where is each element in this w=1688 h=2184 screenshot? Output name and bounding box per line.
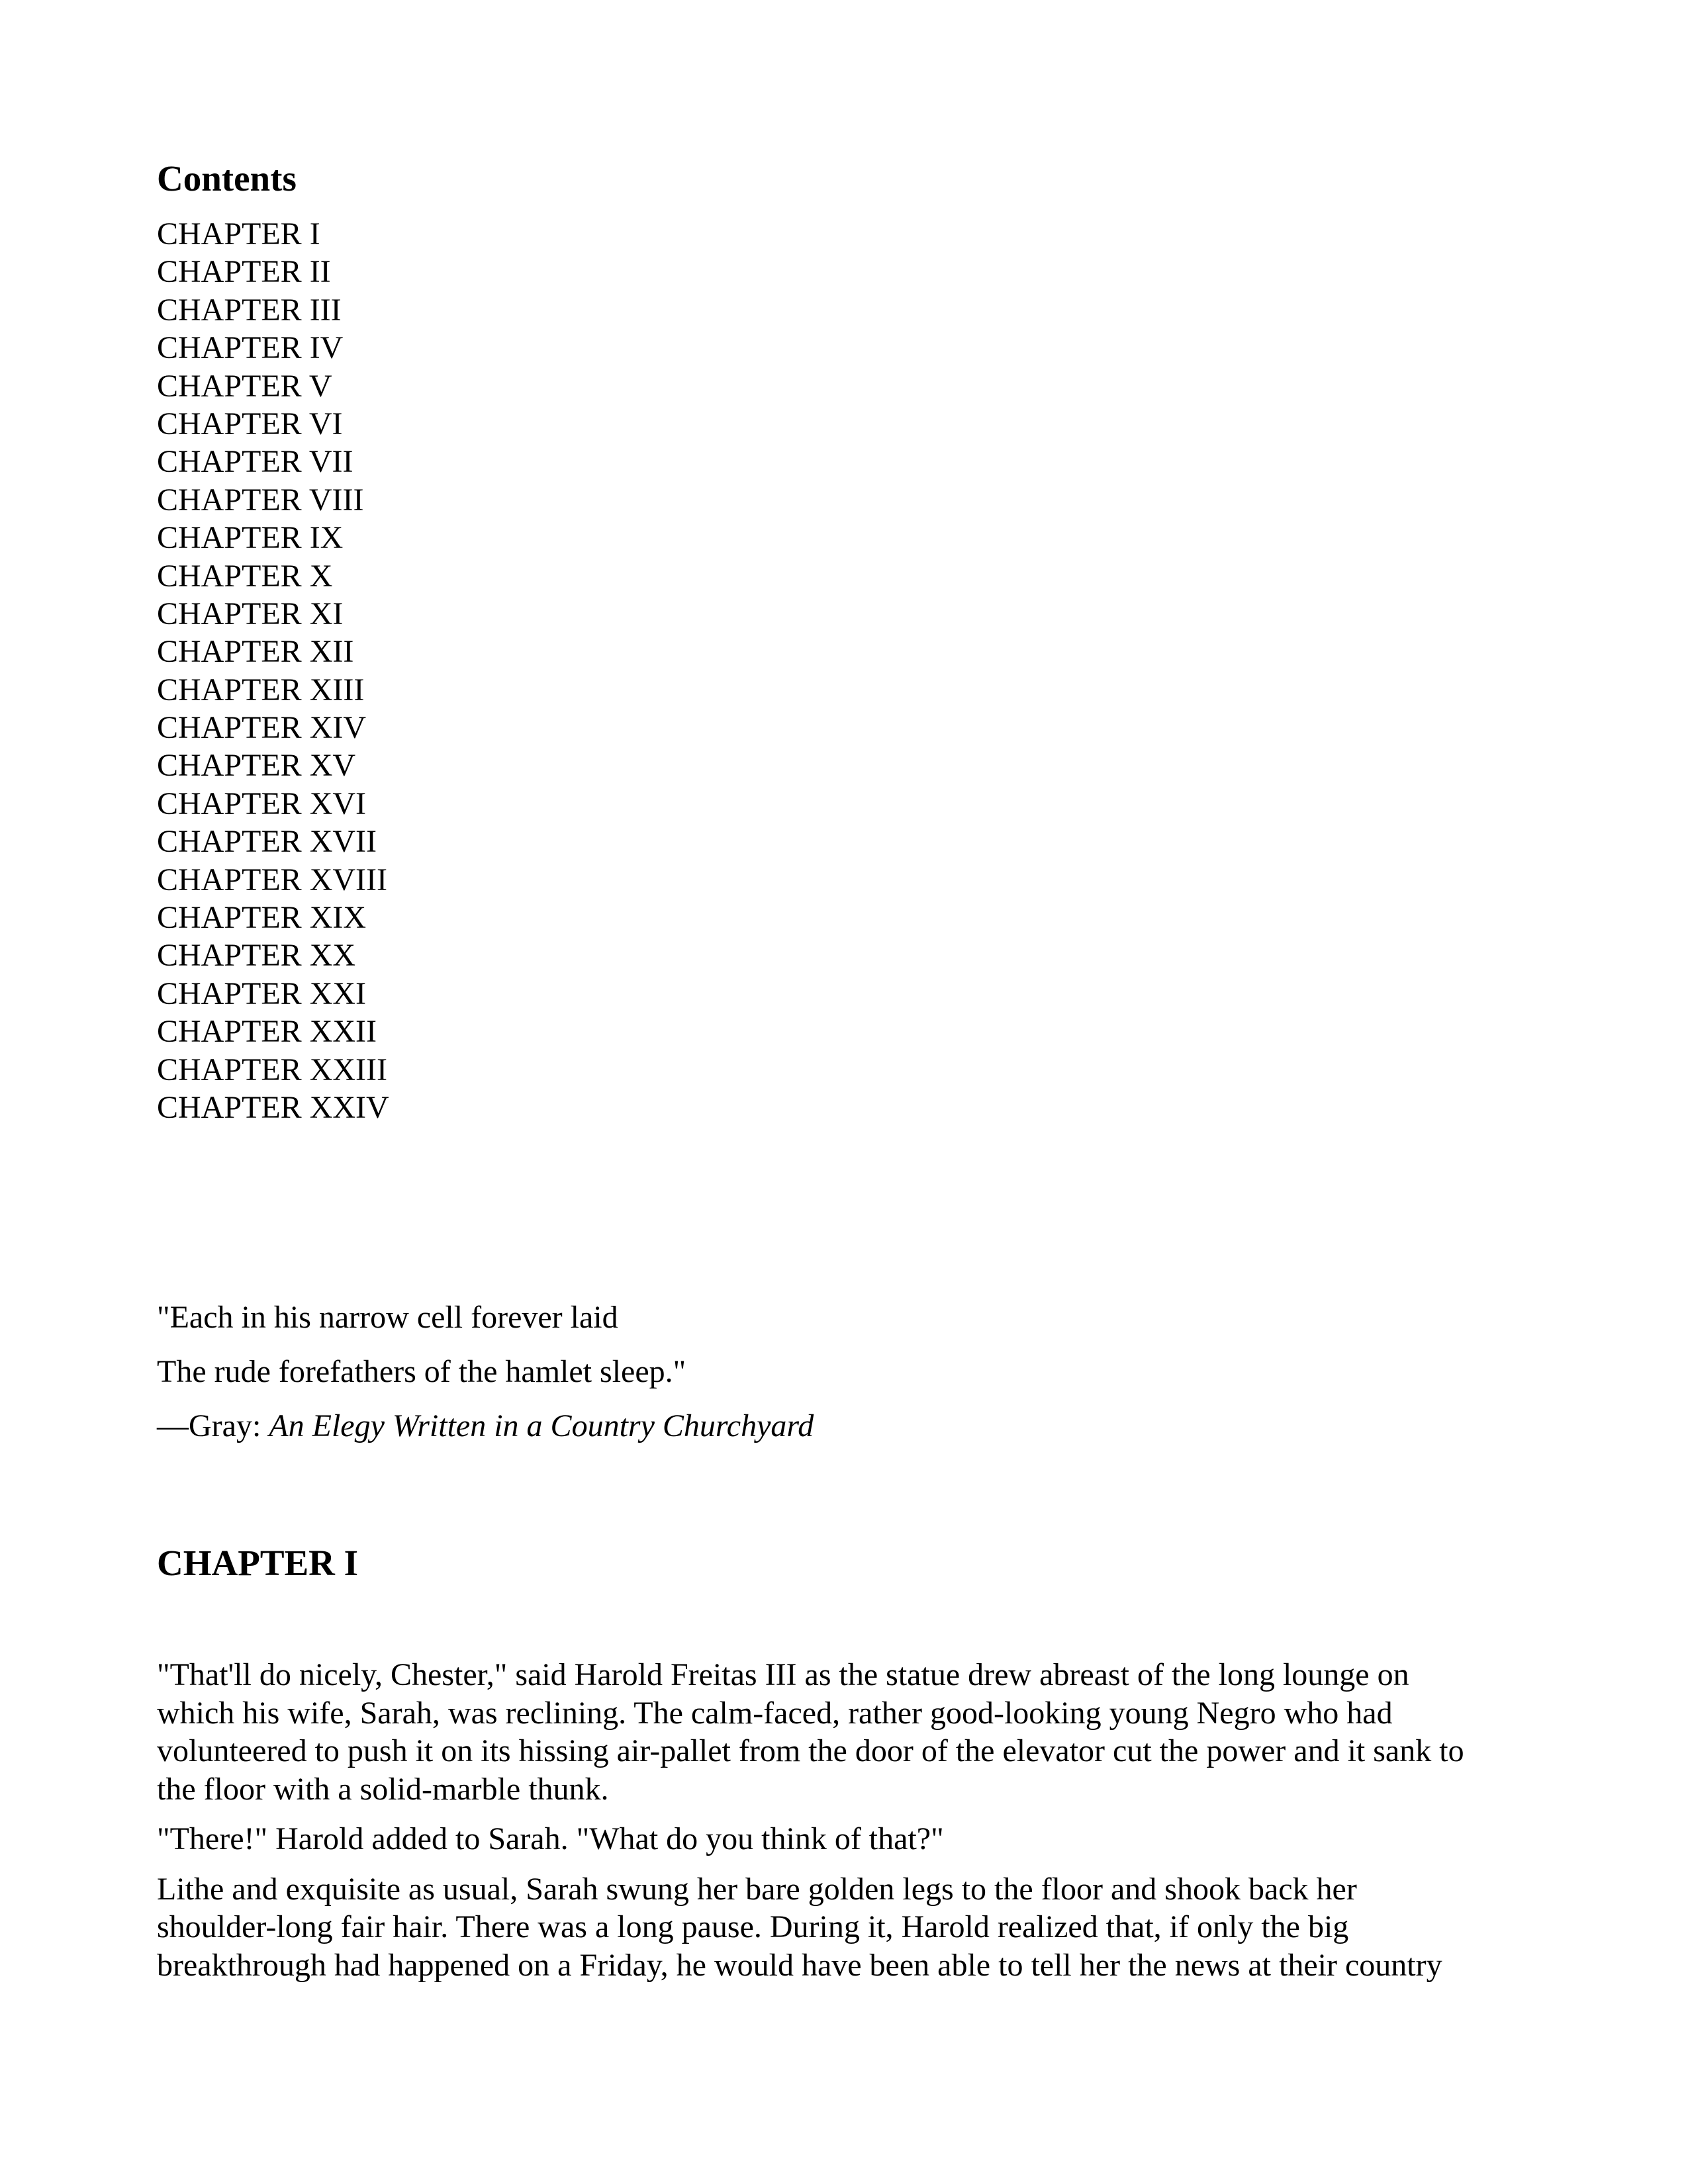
toc-item[interactable]: CHAPTER VII	[157, 444, 353, 480]
epigraph-attribution	[157, 1399, 1534, 1453]
toc-item[interactable]: CHAPTER XXIV	[157, 1089, 389, 1125]
toc-item[interactable]: CHAPTER XXII	[157, 1014, 377, 1050]
toc-item[interactable]: CHAPTER XIX	[157, 900, 367, 936]
attribution-title: An Elegy Written in a Country Churchyard	[269, 1408, 814, 1443]
text-line: "That'll do nicely, Chester," said Harold Freitas III as the statue drew abreast of the long lounge on	[157, 1657, 1409, 1692]
toc-item[interactable]: CHAPTER XIV	[157, 710, 367, 746]
epigraph-line: The rude forefathers of the hamlet sleep."	[157, 1354, 686, 1389]
toc-item[interactable]: CHAPTER I	[157, 216, 320, 251]
text-line: which his wife, Sarah, was reclining. The calm-faced, rather good-looking young Negro who had	[157, 1695, 1393, 1731]
text-line: Lithe and exquisite as usual, Sarah swung her bare golden legs to the floor and shook back her	[157, 1871, 1357, 1907]
toc-item[interactable]: CHAPTER X	[157, 558, 333, 594]
toc-item[interactable]: CHAPTER XXI	[157, 976, 367, 1011]
toc-item[interactable]: CHAPTER XI	[157, 596, 344, 631]
toc-item[interactable]: CHAPTER VIII	[157, 482, 364, 518]
toc-item[interactable]: CHAPTER II	[157, 254, 331, 290]
text-line: "There!" Harold added to Sarah. "What do you think of that?"	[157, 1821, 944, 1856]
toc-item[interactable]: CHAPTER XXIII	[157, 1052, 387, 1087]
text-line: the floor with a solid-marble thunk.	[157, 1771, 609, 1807]
toc-item[interactable]: CHAPTER VI	[157, 406, 343, 441]
text-line: shoulder-long fair hair. There was a long pause. During it, Harold realized that, if only the big	[157, 1909, 1349, 1944]
toc-item[interactable]: CHAPTER XVI	[157, 786, 367, 821]
toc-item[interactable]: CHAPTER IV	[157, 330, 344, 366]
contents-heading: Contents	[157, 158, 297, 199]
toc-item[interactable]: CHAPTER XX	[157, 938, 356, 974]
toc-item[interactable]: CHAPTER XIII	[157, 672, 365, 707]
toc-item[interactable]: CHAPTER XV	[157, 748, 356, 784]
chapter-body	[157, 1656, 1534, 1996]
toc-item[interactable]: CHAPTER V	[157, 368, 332, 404]
toc-item[interactable]: CHAPTER III	[157, 292, 342, 328]
paragraph	[157, 1656, 1534, 1808]
text-line: breakthrough had happened on a Friday, he would have been able to tell her the news at their country	[157, 1947, 1442, 1983]
paragraph	[157, 1870, 1534, 1985]
paragraph	[157, 1820, 1534, 1858]
attribution-author: —Gray:	[157, 1408, 269, 1443]
epigraph	[157, 1291, 1534, 1453]
toc-item[interactable]: CHAPTER IX	[157, 520, 344, 556]
chapter-heading: CHAPTER I	[157, 1543, 359, 1583]
epigraph-line: "Each in his narrow cell forever laid	[157, 1300, 618, 1335]
text-line: volunteered to push it on its hissing air-pallet from the door of the elevator cut the power and it sank to	[157, 1733, 1464, 1768]
table-of-contents	[157, 215, 389, 1126]
toc-item[interactable]: CHAPTER XII	[157, 634, 354, 670]
toc-item[interactable]: CHAPTER XVII	[157, 824, 377, 860]
toc-item[interactable]: CHAPTER XVIII	[157, 862, 387, 897]
